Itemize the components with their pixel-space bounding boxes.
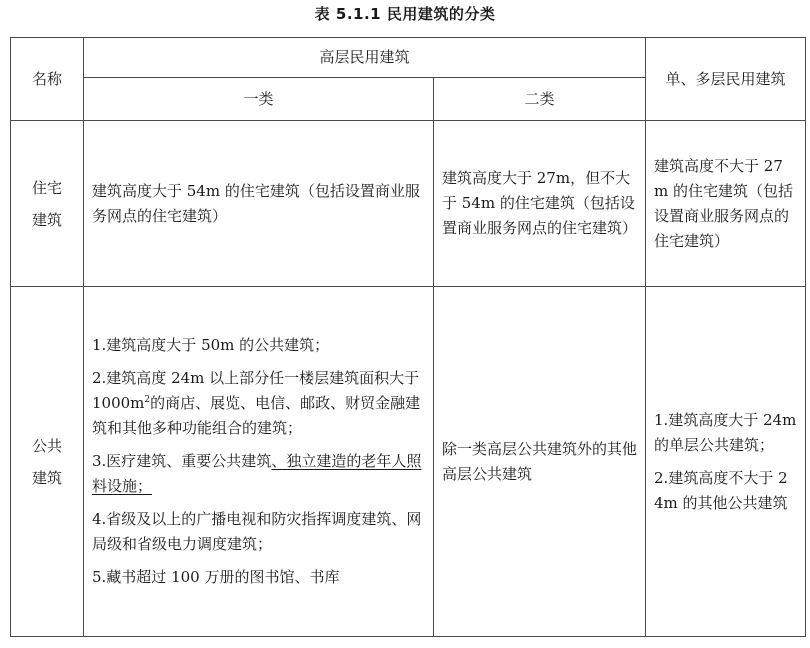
list-item: 1.建筑高度大于 24m 的单层公共建筑； — [654, 410, 797, 454]
building-classification-table — [10, 37, 806, 637]
row-name-line: 建筑 — [31, 210, 62, 229]
residential-class-two: 建筑高度大于 27m，但不大于 54m 的住宅建筑（包括设置商业服务网点的住宅建筑） — [434, 121, 646, 287]
row-name-residential — [11, 121, 84, 287]
header-name: 名称 — [11, 38, 84, 121]
public-class-two: 除一类高层公共建筑外的其他高层公共建筑 — [434, 287, 646, 637]
list-item-text: 3.医疗建筑、重要公共建筑 — [92, 452, 272, 470]
list-item-text: 2.建筑高度 24m 以上部分任一楼层建筑面积大于 1000m — [92, 369, 420, 412]
list-item-text: 的商店、展览、电信、邮政、财贸金融建筑和其他多种功能组合的建筑； — [92, 394, 421, 437]
list-item: 2.建筑高度不大于 24m 的其他公共建筑 — [654, 468, 788, 512]
row-name-line: 公共 — [31, 436, 62, 455]
underlined-text: 、独立建造的老年人照料设施； — [92, 452, 422, 495]
header-low-multi: 单、多层民用建筑 — [646, 38, 806, 121]
header-class-one: 一类 — [84, 78, 434, 121]
list-item — [92, 366, 425, 441]
list-item: 4.省级及以上的广播电视和防灾指挥调度建筑、网局级和省级电力调度建筑； — [92, 510, 422, 553]
public-class-one — [84, 287, 434, 637]
list-item: 1.建筑高度大于 50m 的公共建筑； — [92, 336, 330, 354]
superscript: 2 — [144, 395, 151, 405]
header-row — [11, 38, 806, 78]
row-name-line: 住宅 — [31, 178, 62, 197]
header-high-rise: 高层民用建筑 — [84, 38, 646, 78]
list-item — [92, 449, 425, 499]
list-item: 5.藏书超过 100 万册的图书馆、书库 — [92, 568, 340, 586]
residential-low-multi: 建筑高度不大于 27m 的住宅建筑（包括设置商业服务网点的住宅建筑） — [646, 121, 806, 287]
row-name-line: 建筑 — [31, 468, 62, 487]
residential-class-one: 建筑高度大于 54m 的住宅建筑（包括设置商业服务网点的住宅建筑） — [84, 121, 434, 287]
table-caption: 表 5.1.1 民用建筑的分类 — [314, 5, 496, 23]
row-name-public — [11, 287, 84, 637]
public-low-multi — [646, 287, 806, 637]
table-row — [11, 287, 806, 637]
header-class-two: 二类 — [434, 78, 646, 121]
table-row — [11, 121, 806, 287]
